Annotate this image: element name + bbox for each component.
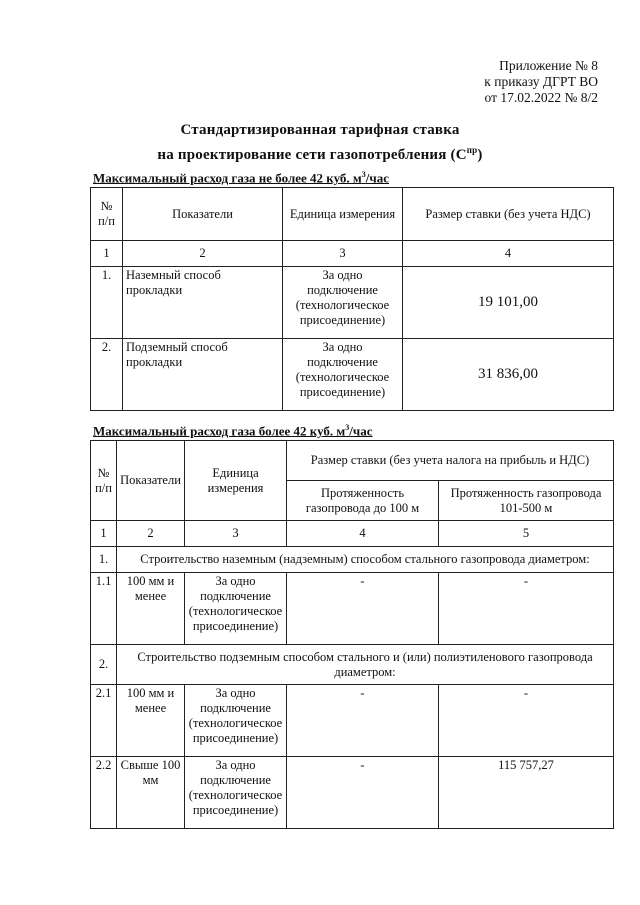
row-unit: За одно подключение (технологическое присоединение) (185, 573, 287, 645)
row-value-1: - (287, 573, 439, 645)
table2-header-num: № п/п (91, 441, 117, 521)
table-row (91, 267, 614, 339)
table2-header-len1: Протяженность газопровода до 100 м (287, 481, 439, 521)
table2-heading-text: Максимальный расход газа более 42 куб. м (93, 423, 346, 439)
row-value: 31 836,00 (403, 339, 614, 411)
table2-colnum: 4 (287, 521, 439, 547)
table1-heading-text: Максимальный расход газа не более 42 куб. м (93, 170, 362, 186)
table2-colnum: 1 (91, 521, 117, 547)
table-row (91, 573, 614, 645)
row-indicator: Наземный способ прокладки (123, 267, 283, 339)
table2-header-row-1 (91, 441, 614, 481)
row-indicator: Свыше 100 мм (117, 757, 185, 829)
table1-colnum: 4 (403, 241, 614, 267)
row-indicator: Подземный способ прокладки (123, 339, 283, 411)
table2-heading (93, 423, 373, 439)
document-title (0, 120, 640, 165)
table2-header-len2: Протяженность газопровода 101-500 м (439, 481, 614, 521)
row-value-1: - (287, 757, 439, 829)
annex-line-1: Приложение № 8 (499, 58, 598, 73)
row-num: 1.1 (91, 573, 117, 645)
title-superscript: пр (466, 145, 478, 155)
row-unit: За одно подключение (технологическое присоединение) (185, 685, 287, 757)
row-value-2: 115 757,27 (439, 757, 614, 829)
title-line-1: Стандартизированная тарифная ставка (180, 122, 460, 138)
table2-colnum-row (91, 521, 614, 547)
table1-header-row (91, 188, 614, 241)
table2-header-indicators: Показатели (117, 441, 185, 521)
table-row (91, 757, 614, 829)
row-indicator: 100 мм и менее (117, 685, 185, 757)
table1-heading-end: /час (365, 170, 389, 186)
table2-header-rate: Размер ставки (без учета налога на прибыль и НДС) (287, 441, 614, 481)
table1-heading (93, 170, 389, 186)
table1-heading-sup: 3 (361, 170, 366, 179)
table2 (90, 440, 614, 829)
table-row (91, 685, 614, 757)
row-value-2: - (439, 685, 614, 757)
table1-header-unit: Единица измерения (283, 188, 403, 241)
section-num: 1. (91, 547, 117, 573)
table2-colnum: 2 (117, 521, 185, 547)
table2-heading-end: /час (349, 423, 373, 439)
row-num: 2.1 (91, 685, 117, 757)
row-unit: За одно подключение (технологическое присоединение) (283, 339, 403, 411)
table1-colnum: 1 (91, 241, 123, 267)
row-unit: За одно подключение (технологическое присоединение) (185, 757, 287, 829)
section-text: Строительство подземным способом стального и (или) полиэтиленового газопровода диаметром: (117, 645, 614, 685)
table1 (90, 187, 614, 411)
row-value-2: - (439, 573, 614, 645)
section-row (91, 645, 614, 685)
annex-line-3: от 17.02.2022 № 8/2 (484, 90, 598, 105)
table2-heading-sup: 3 (345, 423, 350, 432)
section-num: 2. (91, 645, 117, 685)
table1-colnum: 3 (283, 241, 403, 267)
title-line-2-end: ) (477, 147, 483, 163)
row-indicator: 100 мм и менее (117, 573, 185, 645)
section-text: Строительство наземным (надземным) способом стального газопровода диаметром: (117, 547, 614, 573)
row-num: 2.2 (91, 757, 117, 829)
table2-header-unit: Единица измерения (185, 441, 287, 521)
section-row (91, 547, 614, 573)
title-line-2-text: на проектирование сети газопотребления (С (157, 147, 467, 163)
table1-header-indicators: Показатели (123, 188, 283, 241)
row-num: 2. (91, 339, 123, 411)
title-line-2 (0, 140, 640, 165)
annex-line-2: к приказу ДГРТ ВО (484, 74, 598, 89)
row-num: 1. (91, 267, 123, 339)
table2-colnum: 3 (185, 521, 287, 547)
table1-header-rate: Размер ставки (без учета НДС) (403, 188, 614, 241)
annex-block (484, 58, 598, 106)
row-value-1: - (287, 685, 439, 757)
table-row (91, 339, 614, 411)
table1-colnum: 2 (123, 241, 283, 267)
table1-colnum-row (91, 241, 614, 267)
table2-colnum: 5 (439, 521, 614, 547)
table1-header-num: № п/п (91, 188, 123, 241)
row-value: 19 101,00 (403, 267, 614, 339)
row-unit: За одно подключение (технологическое присоединение) (283, 267, 403, 339)
